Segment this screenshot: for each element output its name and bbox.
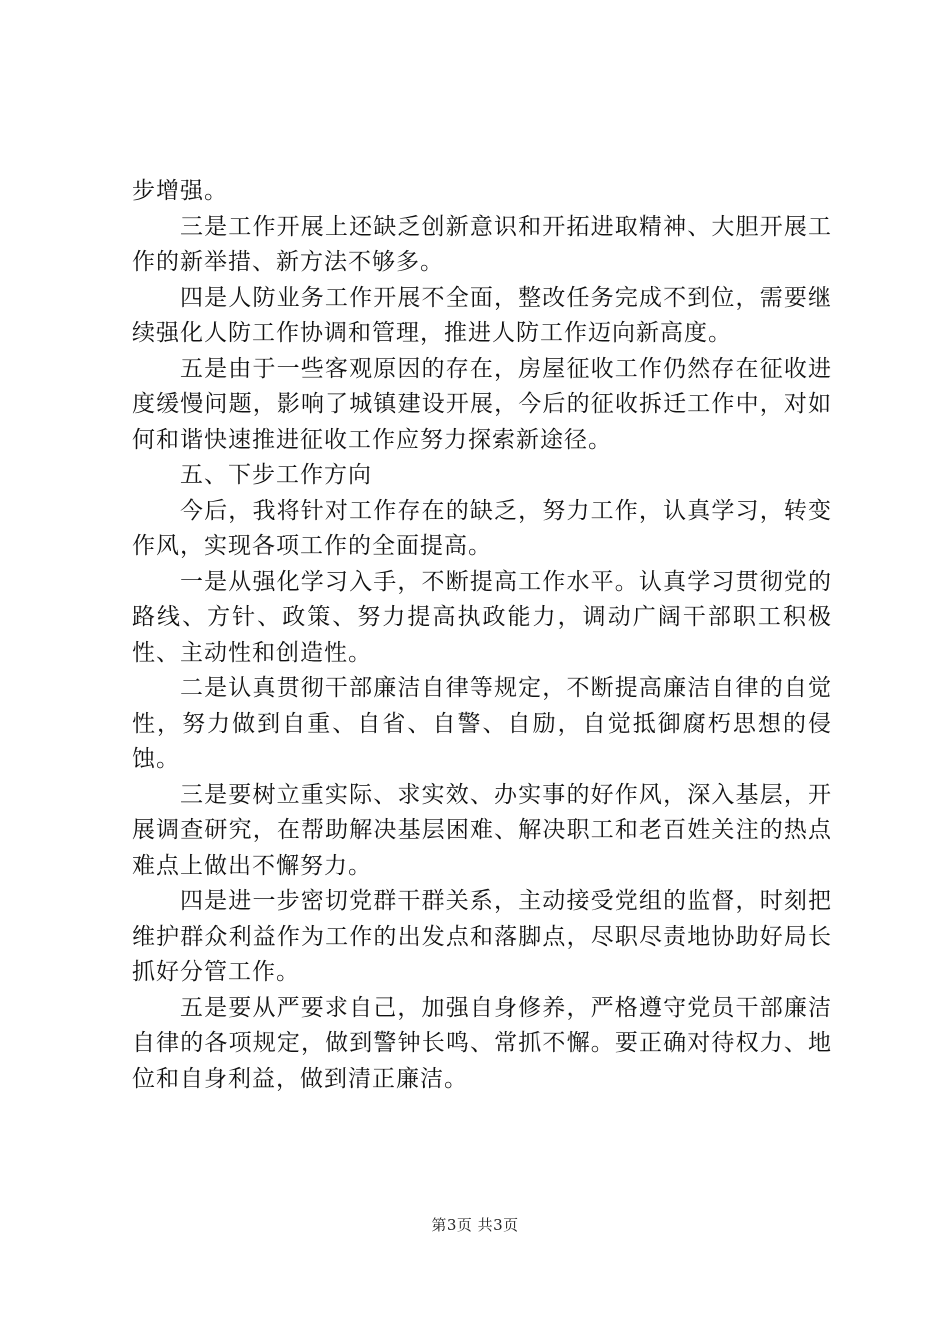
paragraph-point-three: 三是工作开展上还缺乏创新意识和开拓进取精神、大胆开展工作的新举措、新方法不够多。 [132, 213, 832, 275]
paragraph-step-three: 三是要树立重实际、求实效、办实事的好作风，深入基层，开展调查研究，在帮助解决基层困难、解决职工和老百姓关注的热点难点上做出不懈努力。 [132, 781, 832, 879]
paragraph-step-one: 一是从强化学习入手，不断提高工作水平。认真学习贯彻党的路线、方针、政策、努力提高执政能力，调动广阔干部职工积极性、主动性和创造性。 [132, 568, 832, 666]
paragraph-intro-next-steps: 今后，我将针对工作存在的缺乏，努力工作，认真学习，转变作风，实现各项工作的全面提高。 [132, 497, 832, 559]
paragraph-step-four: 四是进一步密切党群干群关系，主动接受党组的监督，时刻把维护群众利益作为工作的出发点和落脚点，尽职尽责地协助好局长抓好分管工作。 [132, 888, 832, 985]
page-number-footer: 第3页 共3页 [431, 1216, 519, 1234]
paragraph-step-two: 二是认真贯彻干部廉洁自律等规定，不断提高廉洁自律的自觉性，努力做到自重、自省、自警、自励，自觉抵御腐朽思想的侵蚀。 [132, 675, 832, 772]
section-heading-next-steps: 五、下步工作方向 [180, 462, 372, 488]
paragraph-point-five: 五是由于一些客观原因的存在，房屋征收工作仍然存在征收进度缓慢问题，影响了城镇建设开展，今后的征收拆迁工作中，对如何和谐快速推进征收工作应努力探索新途径。 [132, 355, 832, 453]
paragraph-continuation: 步增强。 [132, 178, 228, 204]
paragraph-point-four: 四是人防业务工作开展不全面，整改任务完成不到位，需要继续强化人防工作协调和管理，推进人防工作迈向新高度。 [132, 284, 832, 346]
document-body [132, 174, 832, 1097]
paragraph-step-five: 五是要从严要求自己，加强自身修养，严格遵守党员干部廉洁自律的各项规定，做到警钟长鸣、常抓不懈。要正确对待权力、地位和自身利益，做到清正廉洁。 [132, 994, 832, 1092]
